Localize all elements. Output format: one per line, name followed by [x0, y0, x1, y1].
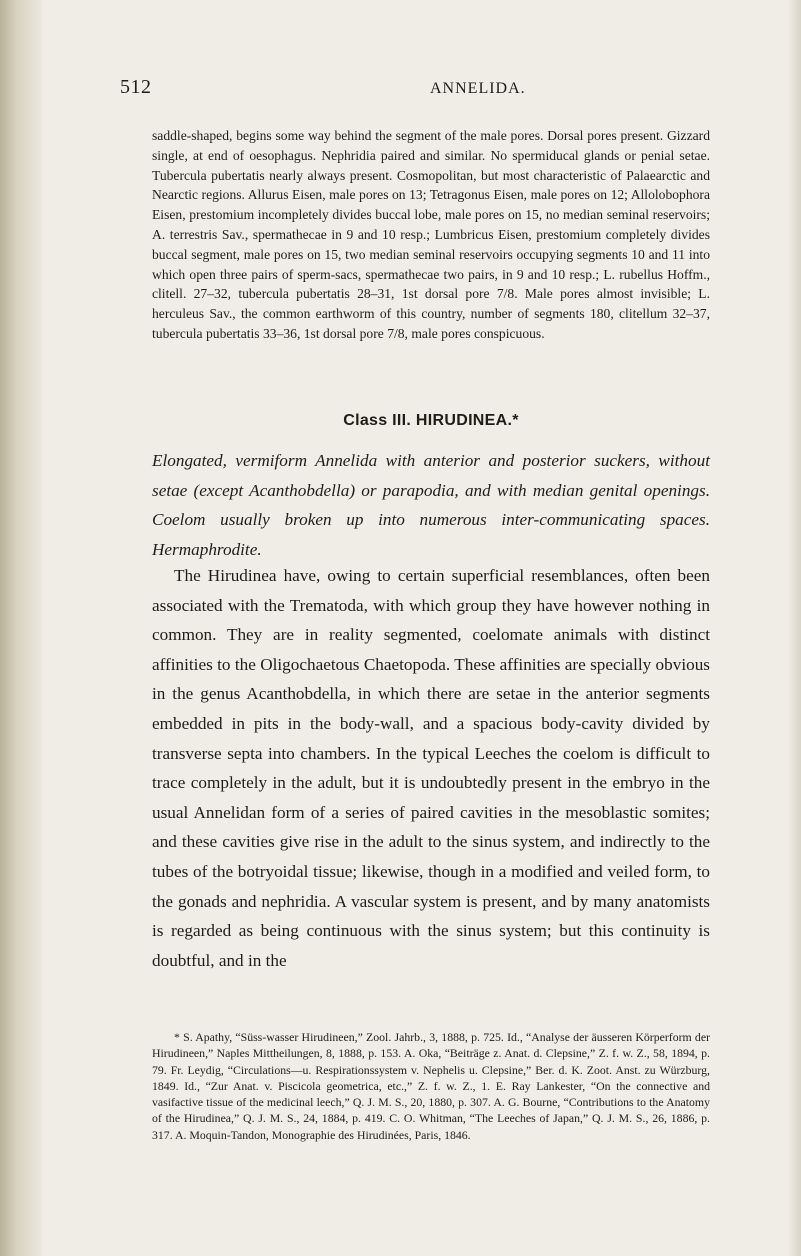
- page-gutter-shadow: [0, 0, 42, 1256]
- page-edge: [787, 0, 801, 1256]
- footnote-text: * S. Apathy, “Süss-wasser Hirudineen,” Zool. Jahrb., 3, 1888, p. 725. Id., “Analyse der äusseren Körperform der Hirudineen,” Naples Mittheilungen, 8, 1888, p. 153. A. Oka, “Beiträge z. Anat. d. Clepsine,” Z. f. w. Z., 58, 1894, p. 79. Fr. Leydig, “Circulations—u. Respirationssystem v. Nephelis u. Clepsine,” Ber. d. K. Zoot. Anst. zu Würzburg, 1849. Id., “Zur Anat. v. Piscicola geometrica, etc.,” Z. f. w. Z., 1. E. Ray Lankester, “On the connective and vasifactive tissue of the medicinal leech,” Q. J. M. S., 20, 1880, p. 307. A. G. Bourne, “Contributions to the Anatomy of the Hirudinea,” Q. J. M. S., 24, 1884, p. 419. C. O. Whitman, “The Leeches of Japan,” Q. J. M. S., 26, 1886, p. 317. A. Moquin-Tandon, Monographie des Hirudinées, Paris, 1846.: [152, 1030, 710, 1142]
- running-head: ANNELIDA.: [430, 80, 526, 97]
- page-number: 512: [120, 76, 152, 98]
- page-header: [120, 76, 720, 102]
- continued-paragraph: [152, 126, 710, 344]
- body-paragraph: [152, 561, 710, 975]
- footnote: [152, 1029, 710, 1143]
- body-paragraph-text: The Hirudinea have, owing to certain superficial resemblances, often been associated with the Trematoda, with which group they have however nothing in common. They are in reality segmented, coelomate animals with distinct affinities to the Oligochaetous Chaetopoda. These affinities are specially obvious in the genus Acanthobdella, in which there are setae in the anterior segments embedded in pits in the body-wall, and a spacious body-cavity divided by transverse septa into chambers. In the typical Leeches the coelom is difficult to trace completely in the adult, but it is undoubtedly present in the embryo in the usual Annelidan form of a series of paired cavities in the mesoblastic somites; and these cavities give rise in the adult to the sinus system, and indirectly to the tubes of the botryoidal tissue; likewise, though in a modified and veiled form, to the gonads and nephridia. A vascular system is present, and by many anatomists is regarded as being continuous with the sinus system; but this continuity is doubtful, and in the: [152, 566, 710, 970]
- diagnosis-text: Elongated, vermiform Annelida with anterior and posterior suckers, without setae (except Acanthobdella) or parapodia, and with median genital openings. Coelom usually broken up into numerous inter-communicating spaces. Hermaphrodite.: [152, 451, 710, 559]
- class-diagnosis: [152, 446, 710, 564]
- section-heading: Class III. HIRUDINEA.*: [343, 412, 519, 429]
- continued-paragraph-text: saddle-shaped, begins some way behind the segment of the male pores. Dorsal pores present. Gizzard single, at end of oesophagus. Nephridia paired and similar. No spermiducal glands or penial setae. Tubercula pubertatis nearly always present. Cosmopolitan, but most characteristic of Palaearctic and Nearctic regions. Allurus Eisen, male pores on 13; Tetragonus Eisen, male pores on 12; Allolobophora Eisen, prestomium incompletely divides buccal lobe, male pores on 15, no median seminal reservoirs; A. terrestris Sav., spermathecae in 9 and 10 resp.; Lumbricus Eisen, prestomium completely divides buccal segment, male pores on 15, two median seminal reservoirs occupying segments 10 and 11 into which open three pairs of sperm-sacs, spermathecae two pairs, in 9 and 10 resp.; L. rubellus Hoffm., clitell. 27–32, tubercula pubertatis 28–31, 1st dorsal pore 7/8. Male pores almost invisible; L. herculeus Sav., the common earthworm of this country, number of segments 180, clitellum 32–37, tubercula pubertatis 33–36, 1st dorsal pore 7/8, male pores conspicuous.: [152, 128, 710, 341]
